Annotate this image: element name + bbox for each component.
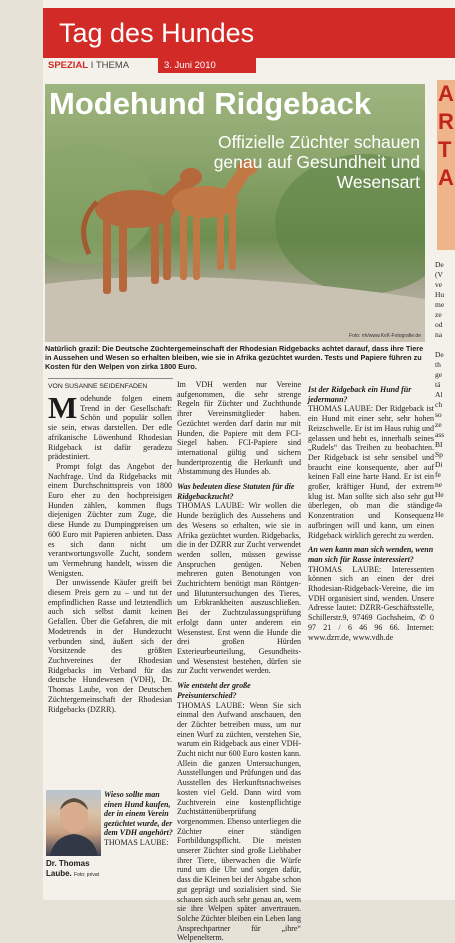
adjacent-letter: R <box>438 109 454 134</box>
article-paragraph: Der unwissende Käufer greift bei diesem Preis gern zu – und tut der empfindlichen Rasse und letztendlich auch sich selbst damit keinen Gefallen. Über die Gefahren, die mit Modetrends in der Hundezucht verbunden sind, äußert sich der Vorsitzende des größten Zuchtvereines der Rhodesian Ridgebacks im Verband für das deutsche Hundewesen (VDH), Dr. Thomas Laube, von der Deutschen Züchtergemeinschaft der Rhodesian Ridgebacks (DZRR). <box>48 578 172 714</box>
speaker-label: THOMAS LAUBE: <box>308 404 374 414</box>
adjacent-snippet: na <box>435 330 443 339</box>
article-column-2 <box>177 380 301 943</box>
photo-caption: Natürlich grazil: Die Deutsche Züchtergemeinschaft der Rhodesian Ridgebacks achtet darauf, dass ihre Tiere in Aussehen und Wesen so erhalten bleiben, wie sie in Afrika gezüchtet wurden. Tests und Papiere führen zu Kosten für den Welpen von zirka 1800 Euro. <box>45 344 424 372</box>
speaker-label: THOMAS LAUBE: <box>104 837 169 847</box>
speaker-label: THOMAS LAUBE: <box>177 501 245 511</box>
adjacent-snippet: Hu <box>435 290 445 299</box>
interview-answer: Im VDH werden nur Vereine aufgenommen, die sehr strenge Regeln für Züchter und Zuchthunde ihrer Vereinsmitglieder haben. Gezüchtet werden darf darin nur mit Hunden, die Papiere mit dem FCI-Siegel haben. FCI-Papiere sind international gültig und sichern hundertprozentig die Herkunft und Abstammung des Hundes ab. <box>177 380 301 477</box>
adjacent-snippet: De <box>435 350 444 359</box>
hero-photo <box>45 84 425 342</box>
adjacent-snippet: ass <box>435 430 445 439</box>
portrait-credit: Foto: privat <box>74 872 100 878</box>
photo-credit: Foto: nh/www.KvK-Fotografie.de <box>349 333 421 339</box>
interview-answer: Wir wollen die Hunde bezüglich des Aussehens und des Wesens so erhalten, wie sie in Afrika gezüchtet wurden. Ridgebacks, die in der DZRR zur Zucht verwendet werden sollen, müssen gewisse Anspruchen genügen. Neben mehreren guten Benotungen von Zuchtrichtern benötigt man Röntgen- und Blutuntersuchungen des Tieres, um Erbkrankheiten auszuschließen. Bei der Zuchtzulassungsprüfung erfolgt dann unter anderem ein Wesenstest. Erst wenn die Hunde die drei großen Hürden Exterieurbeurteilung, Gesundheits- und Wesenstest bestehen, dürfen sie zur Zucht verwendet werden. <box>177 501 301 676</box>
portrait-caption <box>46 859 106 880</box>
adjacent-headline-box <box>437 80 455 250</box>
article-headline: Modehund Ridgeback <box>49 86 372 121</box>
adjacent-column <box>433 80 455 640</box>
adjacent-snippet: tä <box>435 380 441 389</box>
issue-date: 3. Juni 2010 <box>158 58 256 73</box>
adjacent-snippet: He <box>435 490 444 499</box>
interview-question: An wen kann man sich wenden, wenn man sich für Rasse interessiert? <box>308 545 434 564</box>
article-subheadline: Offizielle Züchter schauen genau auf Gesundheit und Wesensart <box>213 132 420 192</box>
speaker-label: THOMAS LAUBE: <box>177 700 245 710</box>
adjacent-letter: A <box>438 165 454 190</box>
section-label: SPEZIAL <box>48 60 89 71</box>
adjacent-snippet: He <box>435 510 444 519</box>
adjacent-snippet: fe <box>435 470 441 479</box>
author-portrait <box>46 790 101 856</box>
issue-line <box>48 58 448 73</box>
adjacent-snippet: Sp <box>435 450 443 459</box>
adjacent-snippet: ze <box>435 420 442 429</box>
adjacent-snippet: ch <box>435 400 443 409</box>
adjacent-letter: A <box>438 81 454 106</box>
interview-question: Wieso sollte man einen Hund kaufen, der in einem Verein gezüchtet wurde, der dem VDH angehört? <box>104 790 173 838</box>
adjacent-snippet: ne <box>435 480 443 489</box>
adjacent-snippet: Al <box>435 390 443 399</box>
article-column-1 <box>48 390 172 714</box>
adjacent-snippet: ge <box>435 370 443 379</box>
topic-label: I THEMA <box>90 60 130 71</box>
adjacent-snippet: od <box>435 320 443 329</box>
article-paragraph: Prompt folgt das Angebot der Nachfrage. Und da Ridgebacks mit einem Durchschnittspreis von 1800 Euro eher zu den hochpreisigen Hunden zählen, kommen flugs diejenigen Züchter zum Zuge, die diese Hunde zu Dumpingpreisen um 600 Euro mit Papieren anbieten. Dass es sich dann nicht um verantwortungsvolle Zucht, sondern um Vermehrung handelt, wissen die Wenigsten. <box>48 461 172 578</box>
adjacent-snippet: De <box>435 260 444 269</box>
lead-paragraph: odehunde folgen einem Trend in der Gesellschaft: Schön und populär sollen sie sein, etwas darstellen. Der edle afrikanische Löwenhund Rhodesian Ridgeback ist dafür geradezu prädestiniert. <box>48 394 172 462</box>
portrait-illustration <box>46 790 101 856</box>
adjacent-snippet: so <box>435 410 442 419</box>
adjacent-snippet: ve <box>435 280 443 289</box>
section-title: Tag des Hundes <box>59 18 255 48</box>
adjacent-snippet: (V <box>435 270 443 279</box>
interview-question: Wie entsteht der große Preisunterschied? <box>177 681 251 700</box>
ridgeback-dogs-illustration <box>45 84 425 342</box>
adjacent-snippet: ze <box>435 310 442 319</box>
portrait-name: Dr. Thomas Laube. <box>46 859 90 878</box>
adjacent-snippet: me <box>435 300 445 309</box>
speaker-label: THOMAS LAUBE: <box>308 564 382 574</box>
section-banner <box>43 8 455 58</box>
adjacent-letter: T <box>438 137 452 162</box>
author-byline: VON SUSANNE SEIDENFADEN <box>48 378 173 390</box>
interview-answer: Interessenten können sich an einen der drei Rhodesian-Ridgeback-Vereine, die im VDH organisiert sind, wenden. Unsere Adresse lautet: DZRR-Geschäftsstelle, Schillerstr.9, 97469 Gochsheim, ✆ 0 97 21 / 6 46 96 66. Internet: www.dzrr.de, www.vdh.de <box>308 564 434 642</box>
adjacent-snippet: BI <box>435 440 443 449</box>
interview-question: Was bedeuten diese Statuten für die Ridgebackzucht? <box>177 482 295 501</box>
adjacent-snippet: da <box>435 500 443 509</box>
interview-question: Ist der Ridgeback ein Hund für jedermann? <box>308 385 412 404</box>
interview-intro <box>104 790 174 848</box>
drop-cap: M <box>48 390 78 425</box>
article-column-3 <box>308 380 434 642</box>
interview-answer: Der Ridgeback ist ein Hund mit einer sehr, sehr hohen Reizschwelle. Er ist im Haus ruhig und gelassen und hebt es, innerhalb seines „Rudels“ das Treiben zu beobachten. Der Ridgeback ist sehr sensibel und braucht eine konsequente, aber auf keinen Fall eine harte Hand. Er ist ein großer, kräftiger Hund, der extrem klug ist. Man sollte sich also sehr gut überlegen, ob man die ständige Konzentration und Konsequenz aufbringen will und kann, um einen Ridgeback wirklich gerecht zu werden. <box>308 404 434 540</box>
interview-answer: Wenn Sie sich einmal den Aufwand anschauen, den der Züchter betreiben muss, um nur einen Wurf zu züchten, verstehen Sie, warum ein Ridgeback aus einer VDH-Zucht nicht nur 600 Euro kosten kann. Allein die ganzen Untersuchungen, Ausstellungen und Prüfungen und das Ausstellen des Herkunftsnachweises kosten viel Geld. Dann wird vom Zuchtverein eine kostenpflichtige Zuchtstättenüberprüfung vorgenommen. Ebenso unterliegen die Züchter einer ständigen Fortbildungspflicht. Die meisten unserer Züchter sind große Liebhaber ihrer Tiere, überwachen die Würfe rund um die Uhr und sorgen dafür, dass die Kleinen bei der Abgabe schon gut geprägt und sozialisiert sind. Sie schauen sich auch sehr genau an, wem sie ihre Welpen später anvertrauen. Solche Züchter bleiben ein Leben lang Ansprechpartner für „ihre“ Welpenelterm. <box>177 700 301 943</box>
adjacent-snippet: th <box>435 360 441 369</box>
adjacent-snippet: Di <box>435 460 443 469</box>
